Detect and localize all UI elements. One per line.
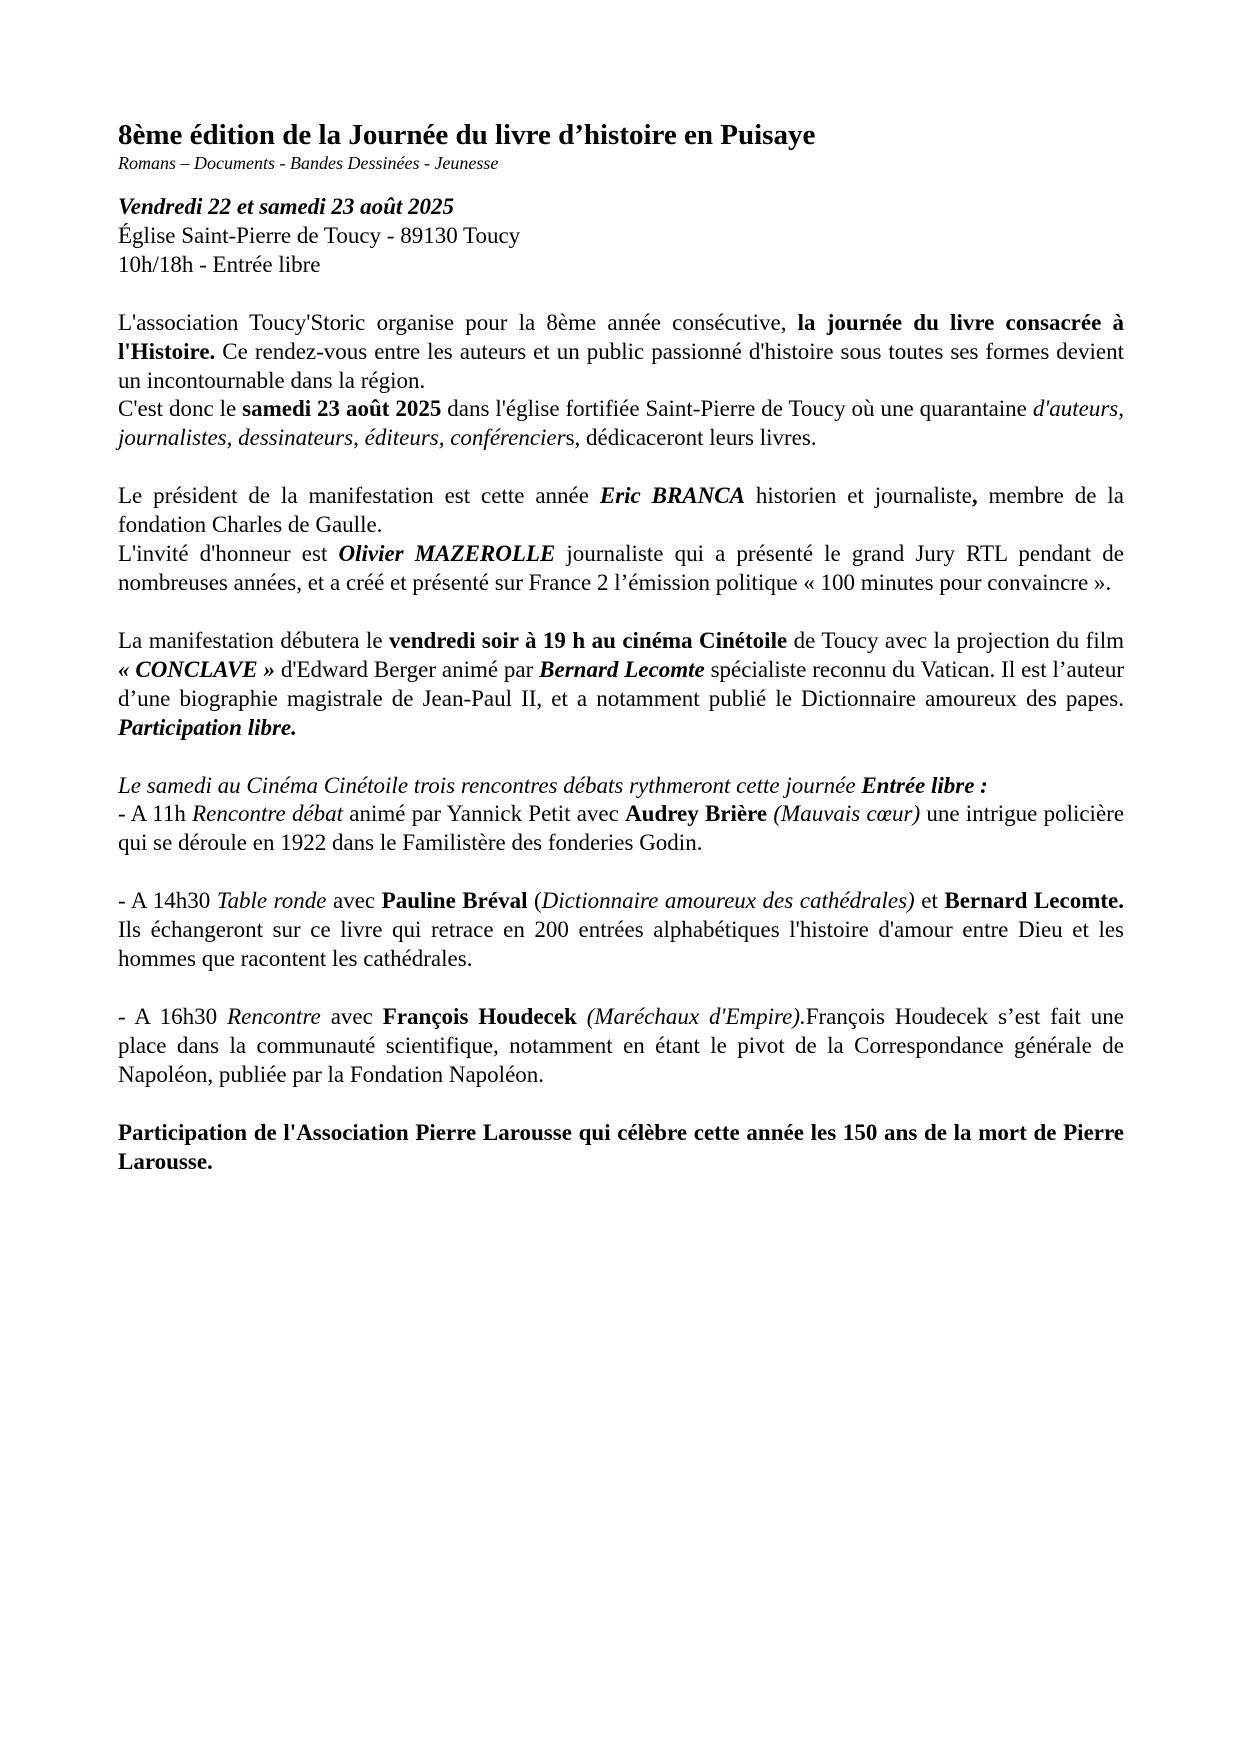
text-run: journaliste qui a présenté le grand Jury RTL pendant de nombreuses années, et a créé et présenté sur France 2 l’émission politique « 100 minutes pour convaincre ». [118,541,1124,595]
spacer [118,453,1124,482]
text-run-italic: Rencontre débat [192,801,344,827]
spacer [118,280,1124,309]
speaker-name: Bernard Lecomte [539,656,705,682]
text-run-bold: Participation de l'Association Pierre Larousse qui célèbre cette année les 150 ans de la mort de Pierre Larousse. [118,1119,1124,1174]
text-run: s, dédicaceront leurs livres. [565,425,817,451]
text-run: La manifestation débutera le [118,627,389,653]
event-dates: Vendredi 22 et samedi 23 août 2025 [118,194,455,219]
spacer [118,858,1124,887]
text-run: membre de la fondation Charles de Gaulle. [118,483,1124,538]
text-run-italic: Rencontre [227,1003,321,1029]
speaker-name: Audrey Brière [625,801,768,827]
book-title: (Mauvais cœur) [773,801,921,827]
spacer [118,598,1124,627]
text-run: Ils échangeront sur ce livre qui retrace en 200 entrées alphabétiques l'histoire d'amour entre Dieu et les hommes que racontent les cathédrales. [118,917,1124,972]
spacer [118,743,1124,772]
saturday-event-2 [118,887,1124,974]
friday-paragraph [118,627,1124,743]
text-run: spécialiste reconnu du Vatican. Il est l’auteur d’une biographie magistrale de Jean-Paul II, et a notamment publié le Dictionnaire amoureux des papes. [118,656,1124,711]
text-run: avec [326,888,382,914]
guest-of-honour-name: Olivier MAZEROLLE [338,541,556,567]
book-title: Dictionnaire amoureux des cathédrales) [541,888,915,914]
document-title: 8ème édition de la Journée du livre d’histoire en Puisaye [118,119,816,151]
document-subtitle: Romans – Documents - Bandes Dessinées - Jeunesse [118,153,499,173]
saturday-event-1 [118,800,1124,858]
text-run-italic: d'auteurs, journalistes, dessinateurs, éditeurs, conférencier [118,396,1124,451]
intro-paragraph [118,309,1124,396]
film-title: « CONCLAVE » [118,656,275,682]
closing-paragraph [118,1119,1124,1177]
text-run-italic: Table ronde [216,888,327,914]
text-run-bold: samedi 23 août 2025 [242,396,442,422]
text-run: ( [527,888,542,914]
guest-of-honour-paragraph [118,540,1124,598]
spacer [118,1090,1124,1119]
text-run-bold-italic: Entrée libre : [861,772,988,798]
text-run-italic: Le samedi au Cinéma Cinétoile trois rencontres débats rythmeront cette journée [118,772,862,798]
text-run: avec [320,1003,383,1029]
spacer [118,974,1124,1003]
event-hours: 10h/18h - Entrée libre [118,251,321,277]
text-run: et [914,888,945,914]
president-paragraph [118,482,1124,540]
text-run: Le président de la manifestation est cette année [118,483,600,509]
text-run [577,1004,587,1029]
speaker-name: Bernard Lecomte. [944,888,1124,914]
book-title: (Maréchaux d'Empire). [586,1003,806,1029]
text-run: Ce rendez-vous entre les auteurs et un public passionné d'histoire sous toutes ses formes devient un incontournable dans la région. [118,338,1124,393]
text-run: L'association Toucy'Storic organise pour la 8ème année consécutive, [118,309,798,335]
text-run: François Houdecek s’est fait une place dans la communauté scientifique, notamment en étant le pivot de la Correspondance générale de Napoléon, publiée par la Fondation Napoléon. [118,1003,1124,1087]
intro-paragraph-2 [118,395,1124,453]
text-run: - A 11h [118,801,193,827]
text-run: une intrigue policière qui se déroule en 1922 dans le Familistère des fonderies Godin. [118,801,1125,856]
text-run: - A 14h30 [118,888,217,914]
text-run: de Toucy avec la projection du film [787,627,1124,653]
text-run: dans l'église fortifiée Saint-Pierre de Toucy où une quarantaine [441,396,1033,422]
speaker-name: François Houdecek [382,1003,577,1029]
text-run: animé par Yannick Petit avec [343,801,626,827]
saturday-event-3 [118,1003,1124,1090]
text-run: L'invité d'honneur est [118,541,339,567]
president-name: Eric BRANCA [599,483,745,509]
text-run-bold: vendredi soir à 19 h au cinéma Cinétoile [388,627,788,653]
speaker-name: Pauline Bréval [381,888,528,914]
saturday-intro [118,772,1124,801]
event-info [118,193,1124,280]
text-run-bold: la journée du livre consacrée à l'Histoire. [118,309,1124,364]
text-run-bold-italic: Participation libre. [118,714,297,740]
event-venue: Église Saint-Pierre de Toucy - 89130 Toucy [118,222,521,248]
text-run: d'Edward Berger animé par [274,656,540,682]
text-run-bold: , [971,483,978,509]
document-page [118,118,1124,1176]
text-run: - A 16h30 [118,1003,228,1029]
text-run: C'est donc le [118,396,243,422]
text-run: historien et journaliste [744,483,972,509]
